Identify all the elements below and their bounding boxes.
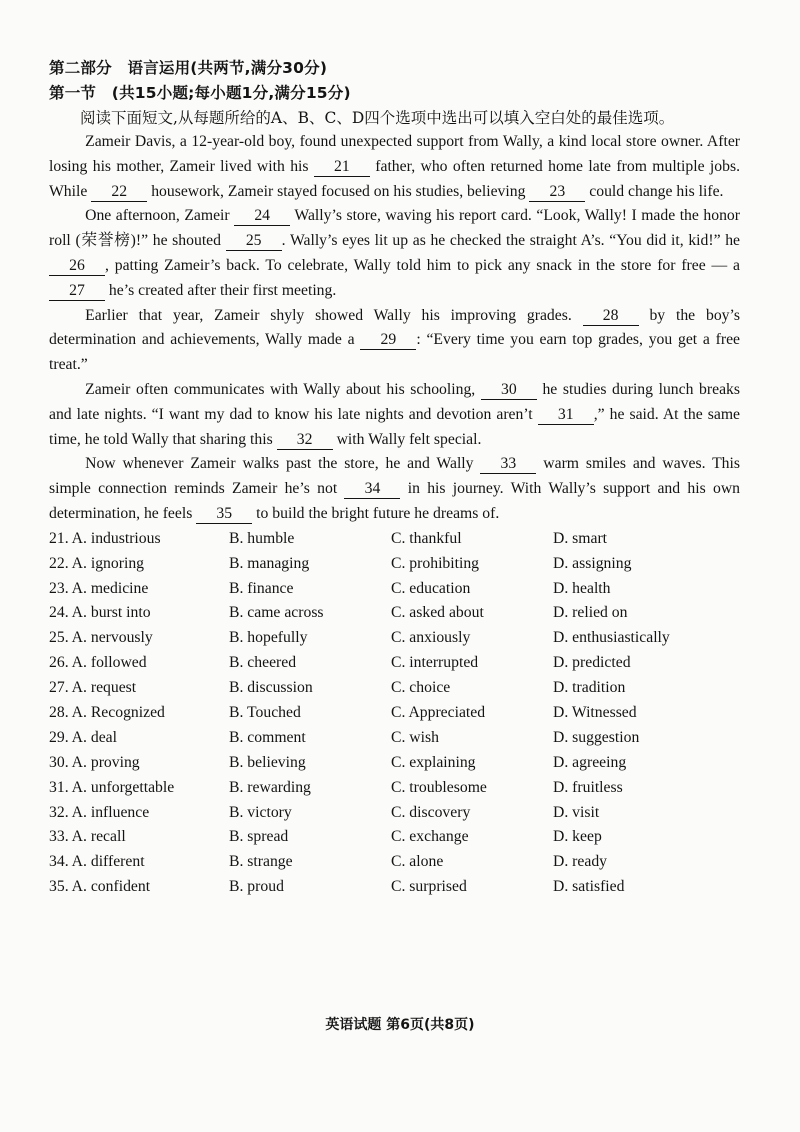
passage-paragraph <box>49 452 740 526</box>
option-a-text: A. nervously <box>71 629 153 647</box>
question-option-c: C. Appreciated <box>391 703 486 721</box>
blank-number: 28 <box>583 307 639 326</box>
question-option-a <box>49 701 229 726</box>
option-a-text: A. influence <box>71 803 150 821</box>
passage-paragraph <box>49 304 740 378</box>
question-number: 24. <box>49 604 69 622</box>
passage-text: Zameir often communicates with Wally about his schooling, <box>85 380 481 398</box>
question-row <box>49 801 740 826</box>
question-option-a <box>49 601 229 626</box>
passage-text: Wally’s store, waving his report card. “Look, Wally! I made the honor roll (荣誉榜)!” he shouted <box>49 207 740 250</box>
question-row <box>49 676 740 701</box>
question-number: 23. <box>49 579 69 597</box>
instruction: 阅读下面短文,从每题所给的A、B、C、D四个选项中选出可以填入空白处的最佳选项。 <box>80 109 675 127</box>
question-option-c: C. explaining <box>391 753 476 771</box>
blank-number: 34 <box>344 480 400 499</box>
question-option-a <box>49 726 229 751</box>
question-row <box>49 875 740 900</box>
question-option-a <box>49 626 229 651</box>
question-option-c: C. education <box>391 579 471 597</box>
question-number: 28. <box>49 703 69 721</box>
question-option-c: C. surprised <box>391 878 467 896</box>
passage-text: . Wally’s eyes lit up as he checked the straight A’s. “You did it, kid!” he <box>281 232 741 250</box>
blank-number: 25 <box>226 232 282 251</box>
option-a-text: A. followed <box>71 654 147 672</box>
option-a-text: A. request <box>71 679 137 697</box>
question-option-c: C. choice <box>391 679 451 697</box>
option-a-text: A. different <box>71 853 145 871</box>
passage-text: by the boy’s determination and achievements, Wally made a <box>49 306 740 349</box>
question-option-c: C. discovery <box>391 803 471 821</box>
question-option-b: B. hopefully <box>229 629 308 647</box>
passage-paragraph <box>49 378 740 452</box>
blank-number: 22 <box>91 183 147 202</box>
blank-number: 29 <box>360 331 416 350</box>
passage-text: Earlier that year, Zameir shyly showed Wally his improving grades. <box>85 306 583 324</box>
question-number: 32. <box>49 803 69 821</box>
question-number: 34. <box>49 853 69 871</box>
blank-number: 32 <box>277 431 333 450</box>
question-option-b: B. comment <box>229 728 306 746</box>
question-row <box>49 726 740 751</box>
option-a-text: A. medicine <box>71 579 149 597</box>
passage-paragraph <box>49 130 740 204</box>
question-option-b: B. came across <box>229 604 324 622</box>
question-option-c: C. troublesome <box>391 778 487 796</box>
question-option-d: D. health <box>553 579 611 597</box>
option-a-text: A. recall <box>71 828 126 846</box>
question-number: 22. <box>49 554 69 572</box>
question-option-c: C. alone <box>391 853 444 871</box>
passage-text: he’s created after their first meeting. <box>105 281 337 299</box>
question-row <box>49 825 740 850</box>
question-option-c: C. wish <box>391 728 439 746</box>
passage-text: to build the bright future he dreams of. <box>252 504 500 522</box>
option-a-text: A. burst into <box>71 604 151 622</box>
question-option-d: D. fruitless <box>553 778 623 796</box>
passage-text: could change his life. <box>585 182 724 200</box>
page-footer: 英语试题 第6页(共8页) <box>325 1017 475 1033</box>
question-option-a <box>49 651 229 676</box>
question-option-c: C. anxiously <box>391 629 471 647</box>
question-option-d: D. Witnessed <box>553 703 637 721</box>
question-number: 31. <box>49 778 69 796</box>
option-a-text: A. industrious <box>71 529 161 547</box>
blank-number: 23 <box>529 183 585 202</box>
question-option-a <box>49 577 229 602</box>
question-option-b: B. proud <box>229 878 284 896</box>
question-option-a <box>49 801 229 826</box>
section-subtitle: 第一节 (共15小题;每小题1分,满分15分) <box>49 84 351 102</box>
question-option-b: B. victory <box>229 803 292 821</box>
question-option-d: D. agreeing <box>553 753 627 771</box>
question-row <box>49 651 740 676</box>
passage-text: , patting Zameir’s back. To celebrate, Wally told him to pick any snack in the store for free — a <box>105 256 740 274</box>
passage-text: ,” he said. At the same time, he told Wally that sharing this <box>49 405 740 448</box>
passage-text: in his journey. With Wally’s support and his own determination, he feels <box>49 480 740 522</box>
question-row <box>49 626 740 651</box>
question-option-b: B. believing <box>229 753 306 771</box>
question-option-d: D. enthusiastically <box>553 629 670 647</box>
exam-page <box>49 56 740 900</box>
passage-text: One afternoon, Zameir <box>85 207 235 225</box>
blank-number: 24 <box>234 207 290 226</box>
question-number: 25. <box>49 629 69 647</box>
blank-number: 35 <box>196 505 252 524</box>
passage-text: with Wally felt special. <box>332 430 482 448</box>
question-number: 35. <box>49 878 69 896</box>
section-title: 第二部分 语言运用(共两节,满分30分) <box>49 59 328 77</box>
question-option-c: C. asked about <box>391 604 484 622</box>
question-row <box>49 850 740 875</box>
question-option-d: D. relied on <box>553 604 628 622</box>
blank-number: 26 <box>49 257 105 276</box>
question-option-d: D. keep <box>553 828 602 846</box>
question-number: 29. <box>49 728 69 746</box>
question-number: 27. <box>49 679 69 697</box>
option-a-text: A. unforgettable <box>71 778 175 796</box>
question-row <box>49 552 740 577</box>
question-option-a <box>49 776 229 801</box>
question-number: 21. <box>49 529 69 547</box>
passage-text: Now whenever Zameir walks past the store, he and Wally <box>85 455 481 473</box>
option-a-text: A. deal <box>71 728 117 746</box>
passage-text: housework, Zameir stayed focused on his studies, believing <box>147 182 530 200</box>
question-option-b: B. strange <box>229 853 293 871</box>
question-option-b: B. managing <box>229 554 310 572</box>
options-list <box>49 527 740 900</box>
blank-number: 31 <box>538 406 594 425</box>
passage <box>49 130 740 527</box>
question-row <box>49 776 740 801</box>
question-option-b: B. cheered <box>229 654 297 672</box>
question-option-d: D. ready <box>553 853 608 871</box>
blank-number: 21 <box>314 158 370 177</box>
question-option-b: B. finance <box>229 579 294 597</box>
question-option-a <box>49 751 229 776</box>
passage-text: he studies during lunch breaks and late nights. “I want my dad to know his late nights and devotion aren’t <box>49 380 740 423</box>
question-option-b: B. spread <box>229 828 289 846</box>
question-option-d: D. smart <box>553 529 608 547</box>
question-option-a <box>49 850 229 875</box>
question-option-d: D. satisfied <box>553 878 625 896</box>
passage-text: Zameir Davis, a 12-year-old boy, found unexpected support from Wally, a kind local store owner. After losing his mother, Zameir lived with his <box>49 133 740 175</box>
question-option-d: D. predicted <box>553 654 631 672</box>
question-option-d: D. tradition <box>553 679 626 697</box>
question-option-b: B. discussion <box>229 679 313 697</box>
question-option-c: C. interrupted <box>391 654 479 672</box>
question-option-a <box>49 825 229 850</box>
question-option-c: C. exchange <box>391 828 469 846</box>
question-option-a <box>49 875 229 900</box>
question-option-b: B. rewarding <box>229 778 311 796</box>
option-a-text: A. Recognized <box>71 703 165 721</box>
question-row <box>49 577 740 602</box>
question-number: 26. <box>49 654 69 672</box>
passage-text: warm smiles and waves. This simple connection reminds Zameir he’s not <box>49 455 740 498</box>
question-option-a <box>49 552 229 577</box>
question-row <box>49 751 740 776</box>
question-option-d: D. assigning <box>553 554 632 572</box>
question-option-c: C. prohibiting <box>391 554 480 572</box>
question-option-d: D. suggestion <box>553 728 640 746</box>
passage-text: : “Every time you earn top grades, you get a free treat.” <box>49 331 740 374</box>
question-number: 33. <box>49 828 69 846</box>
question-option-a <box>49 527 229 552</box>
blank-number: 33 <box>480 455 536 474</box>
question-row <box>49 527 740 552</box>
option-a-text: A. confident <box>71 878 151 896</box>
question-option-c: C. thankful <box>391 529 462 547</box>
question-option-b: B. Touched <box>229 703 301 721</box>
question-option-a <box>49 676 229 701</box>
question-row <box>49 701 740 726</box>
question-number: 30. <box>49 753 69 771</box>
blank-number: 30 <box>481 381 537 400</box>
option-a-text: A. proving <box>71 753 140 771</box>
passage-paragraph <box>49 204 740 303</box>
option-a-text: A. ignoring <box>71 554 145 572</box>
question-option-d: D. visit <box>553 803 600 821</box>
question-option-b: B. humble <box>229 529 295 547</box>
question-row <box>49 601 740 626</box>
blank-number: 27 <box>49 282 105 301</box>
passage-text: father, who often returned home late from multiple jobs. While <box>49 157 741 200</box>
